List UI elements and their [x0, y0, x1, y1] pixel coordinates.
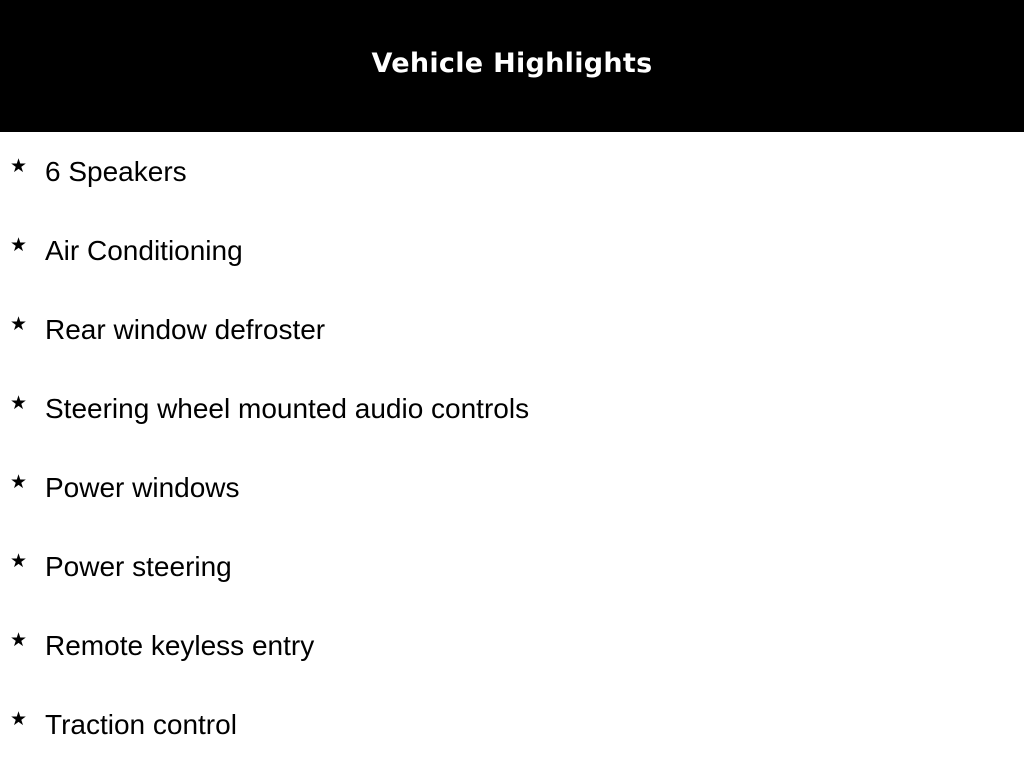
list-item — [0, 685, 1024, 764]
star-icon: ★ — [10, 471, 28, 493]
header-bar — [0, 0, 1024, 132]
page-title: Vehicle Highlights — [371, 47, 653, 79]
highlight-label: Remote keyless entry — [45, 630, 315, 661]
highlight-label: Steering wheel mounted audio controls — [45, 393, 530, 424]
list-item — [0, 448, 1024, 527]
list-item — [0, 290, 1024, 369]
list-item — [0, 211, 1024, 290]
highlight-label: Power steering — [45, 551, 232, 582]
star-icon: ★ — [10, 313, 28, 335]
highlights-list — [0, 132, 1024, 764]
list-item — [0, 527, 1024, 606]
highlight-label: 6 Speakers — [45, 156, 187, 187]
star-icon: ★ — [10, 708, 28, 730]
highlight-label: Rear window defroster — [45, 314, 326, 345]
star-icon: ★ — [10, 629, 28, 651]
star-icon: ★ — [10, 392, 28, 414]
highlight-label: Air Conditioning — [45, 235, 243, 266]
list-item — [0, 606, 1024, 685]
list-item — [0, 132, 1024, 211]
list-item — [0, 369, 1024, 448]
star-icon: ★ — [10, 234, 28, 256]
highlight-label: Power windows — [45, 472, 240, 503]
highlight-label: Traction control — [45, 709, 237, 740]
star-icon: ★ — [10, 155, 28, 177]
star-icon: ★ — [10, 550, 28, 572]
